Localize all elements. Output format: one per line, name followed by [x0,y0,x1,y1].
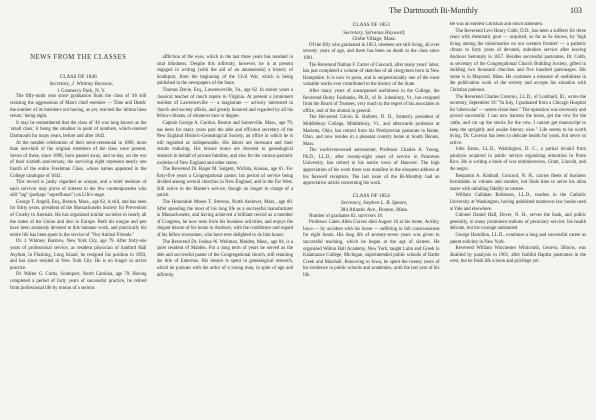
secretary-line: Secretary, J. Whitney Barstow, [49,81,113,88]
paragraph: William Callahan Robinson, LL.D., teaches in the Catholic University at Washington, having published numerous law books used at Yale and elsewhere. [449,193,586,212]
page-number: 103 [570,6,582,15]
paragraph: Colonel Daniel Hall, Dover, N. H., serves the bank, and public generally, in many prominent stations of pecuniary service; his health delicate, but his courage undaunted. [449,213,586,232]
journal-title: The Dartmouth Bi-Monthly [389,6,478,15]
class-heading: CLASS OF 1846 [59,73,97,80]
paragraph: He was an earnest Christian and much lamented. [449,22,544,27]
paragraph: The Honorable Moses T. Stevens, North Andover, Mass., age 80. After spending the most of his long life as a successful manufacturer in Massachusetts, and having achieved a brilliant record as a member of Congress, he now rests from his business activities, and enjoys the elegant leisure of his home in Andover, with the confidence and regard of his fellow townsmen, who have ever delighted to do him honor. [156,200,293,239]
paragraph: Benjamin A. Kimball, Concord, N. H., carries fleets of business formidable in volume and number, but finds time to serve his alma mater with unfailing fidelity as trustee. [449,173,586,192]
section-title: NEWS FROM THE CLASSES [30,54,127,61]
class-heading: CLASS OF 1853 [352,22,390,28]
paragraph: Number of graduates 62, survivors 18. [309,213,383,219]
paragraph: The fifty-ninth year since graduation finds the class of '46 still resisting the aggressions of Man's chief enemies — Time and Death: the number of its members not having, as yet, reached the 'ultima linea rerum,' being eight. [10,94,147,120]
paragraph: The world-renowned astronomer, Professor Charles A. Young, Ph.D., LL.D., after twenty-eight years of service in Princeton University, has retired to his native town of Hanover. The high appreciation of his work there was manifest in the eloquent address at his farewell reception. The last issue of the Bi-Monthly had an appreciative article concerning his work. [303,148,440,187]
paragraph: After many years of unsurpassed usefulness in the College, the Reverend Henry Fairbanks, Ph.D., of St. Johnsbury, Vt., has resigned from the Board of Trustees, very much to the regret of his associates in office, and of the alumni in general. [303,88,440,114]
paragraph: Dr. Walter G. Curtis, Southport, North Carolina, age 79. Having completed a period of forty years of successful practice, he retired from professional life by reason of a serious [10,272,147,291]
paragraph: The Reverend Dr. Joshua W. Wellman, Malden, Mass., age 84, is a quiet resident of Malden. For a long term of years he served as the able and successful pastor of the Congregational church, still retaining the title of Emeritus. His leisure is spent in genealogical research, which he pursues with the ardor of a young man, in spite of age and infirmity. [156,239,293,278]
secretary-address: 384 Atlantic Ave., Boston, Mass. [340,207,409,214]
text-columns [10,22,586,416]
paragraph: Reverend William Winchester Whitcomb, Geneva, Illinois, was disabled by paralysis in 1901, after faithful Baptist pastorates in the west, but he finds life a boon and privilege yet. [449,246,586,265]
paragraph: At the notable celebration of their semi-centennial in 1896, more than one-third of the original members of the class were present. Seven of these, since 1896, have passed away, and to-day, on the eve of their sixtieth anniversary, the surviving eight represent nearly one fourth of the entire Freshman Class, whose names appeared in the College catalogue of 1842. [10,140,147,179]
column-2 [157,22,294,416]
paragraph: The Reverend Nathan F. Carter of Concord, after many years' labor, has just completed a volume of sketches of all clergymen born in New Hampshire. It is now in press, and is unquestionably one of the most valuable works ever contributed to the history of the State. [303,62,440,88]
paragraph: The Reverend Levi Henry Cobb, D.D., has been a sufferer for three years with rheumatic gout — acquired, so far as he knows, by 'high living among the missionaries on our western frontier' — a pathetic climax to forty years of devoted, unbroken service after leaving Andover Seminary in 1857. Besides successful pastorates, Dr. Cobb, as secretary of the Congregational Church Building Society, gifted in building two thousand churches and five hundred parsonages. His home is in Maynard, Mass. He continues a measure of usefulness in the publication work of the society and accepts his situation with Christian patience. [449,28,586,93]
column-3 [303,22,440,416]
paragraph: Dr. J. Whitney Barstow, New York City, age 79. After forty-one years of professional service, as resident physician of Sanford Hall Asylum, in Flushing, Long Island, he resigned his position in 1893, and has since resided in New York City. He is no longer in active practice. [10,239,147,271]
paragraph: The Reverend Calvin B. Hulbert, D. D., formerly president of Middlebury College, Middlebury, Vt., and afterwards professor at Marietta, Ohio, has retired from his Presbyterian pastorate in Rome, Ohio, and now resides in a pleasant country home at South Dennis, Mass. [303,115,440,147]
secretary-line: Secretary, Stephen L. B. Speare, [341,200,408,207]
paragraph: This record is justly regarded as unique, and a brief mention of each survivor may prove of interest to the few contemporaries who still "lag" (perhaps "superfluous") on Life's stage. [10,180,147,199]
paragraph: Of the fifty who graduated in 1853, nineteen are still living, all over seventy years of age, and there has been no death in the class since 1901. [303,42,440,61]
paragraph: Thomas Davie, Esq., Lawrenceville, Va., age 82. In earlier years a classical teacher of much repute in Virginia. At present a prominent resident of Lawrenceville — a magistrate — actively interested in church and society affairs, and greatly honored and regarded by all his fellow-citizens, of whatever race or degree. [156,87,293,120]
paragraph: Professor Calen Allen Graves died August 18 at his home, Ackley, Iowa — by accident with his horse — suffering in full consciousness for eight hours. His long life of seventy-seven years was given to successful teaching, which he began at the age of sixteen. He organized Wilton Hall Academy, New York, taught Latin and Greek in Kalamazoo College, Michigan, superintended public schools of Battle Creek and Marshall. Removing to Iowa, he spent the twenty years of his residence in public schools and academies, until the last year of his life. [303,220,440,278]
running-head [10,6,586,18]
secretary-address: 1 Gramercy Park, N. Y. [56,87,106,94]
paragraph: affliction of the eyes, which in the last three years has resulted in total blindness. Despite this infirmity, however, he is at present engaged in writing (with the aid of an amanuensis) a history of Southport, from the beginning of the Civil War, which is being published in the newspapers of the State. [156,55,293,87]
paragraph: George T. Angell, Esq., Boston, Mass., age 82, is still, and has been for thirty years, president of the Massachusetts Society for Prevention of Cruelty to Animals. He has organized similar societies in nearly all the states of the Union and also in Europe. Both his tongue and pen have been zealously devoted to this humane work, and practically his entire life has been spent in the service of "Our Animal Friends." [10,199,147,238]
paragraph: John Eaton, LL.D., Washington, D. C., a partial invalid from paralysis acquired in public service organizing education in Porto Rico. He is writing a book of war reminiscences, Grant, Lincoln, and the negro. [449,147,586,173]
class-heading: CLASS OF 1854 [352,192,390,199]
paragraph: Captain George A. Gordon, Boston and Somerville, Mass., age 79, has been for many years past the able and efficient secretary of the New England Historic-Genealogical Society, an office in which he is still regarded as indispensable. His labors are incessant and their results enduring. His leisure hours are devoted to genealogical research in behalf of private families, and also for the various patriotic societies of New England and other states. [156,120,293,166]
paragraph: The Reverend Charles Caverno, LL.D., of Lombard, Ill., wrote the secretary, September 19: "In July, I graduated from a Chicago Hospital for 'tubercular' — seems clean bare." The operation was necessary and proved successful. I can now harness the horse, get the cow for the cattle, and cut up the stocks for the cow. I cannot get manuscript to keep the sprightly and awake literary wise." Life seems to be worth living. Dr. Caverno has been in delicate health for years, but never so active. [449,94,586,146]
paragraph: The Reverend Dr. Roger M. Sargent, Wichita, Kansas, age 81. For forty-five years a Congregational pastor; his period of service being divided among several churches in New England, and in the Far West. Still active in the Master's service, though no longer in charge of a parish. [156,167,293,199]
paragraph: It may be remembered that the class of '46 was long known as the 'small class,' it being the smallest in point of numbers, which entered Dartmouth for many years, before and after 1842. [10,120,147,139]
paragraph: George Hamilton, LL.D., continues a long and successful career as patent solicitor in New York. [449,233,586,245]
secretary-line: Secretary, Sylvanus Hayward, [343,29,406,36]
column-1 [10,22,147,416]
secretary-address: Globe Village, Mass. [352,36,397,43]
column-4 [450,22,587,416]
